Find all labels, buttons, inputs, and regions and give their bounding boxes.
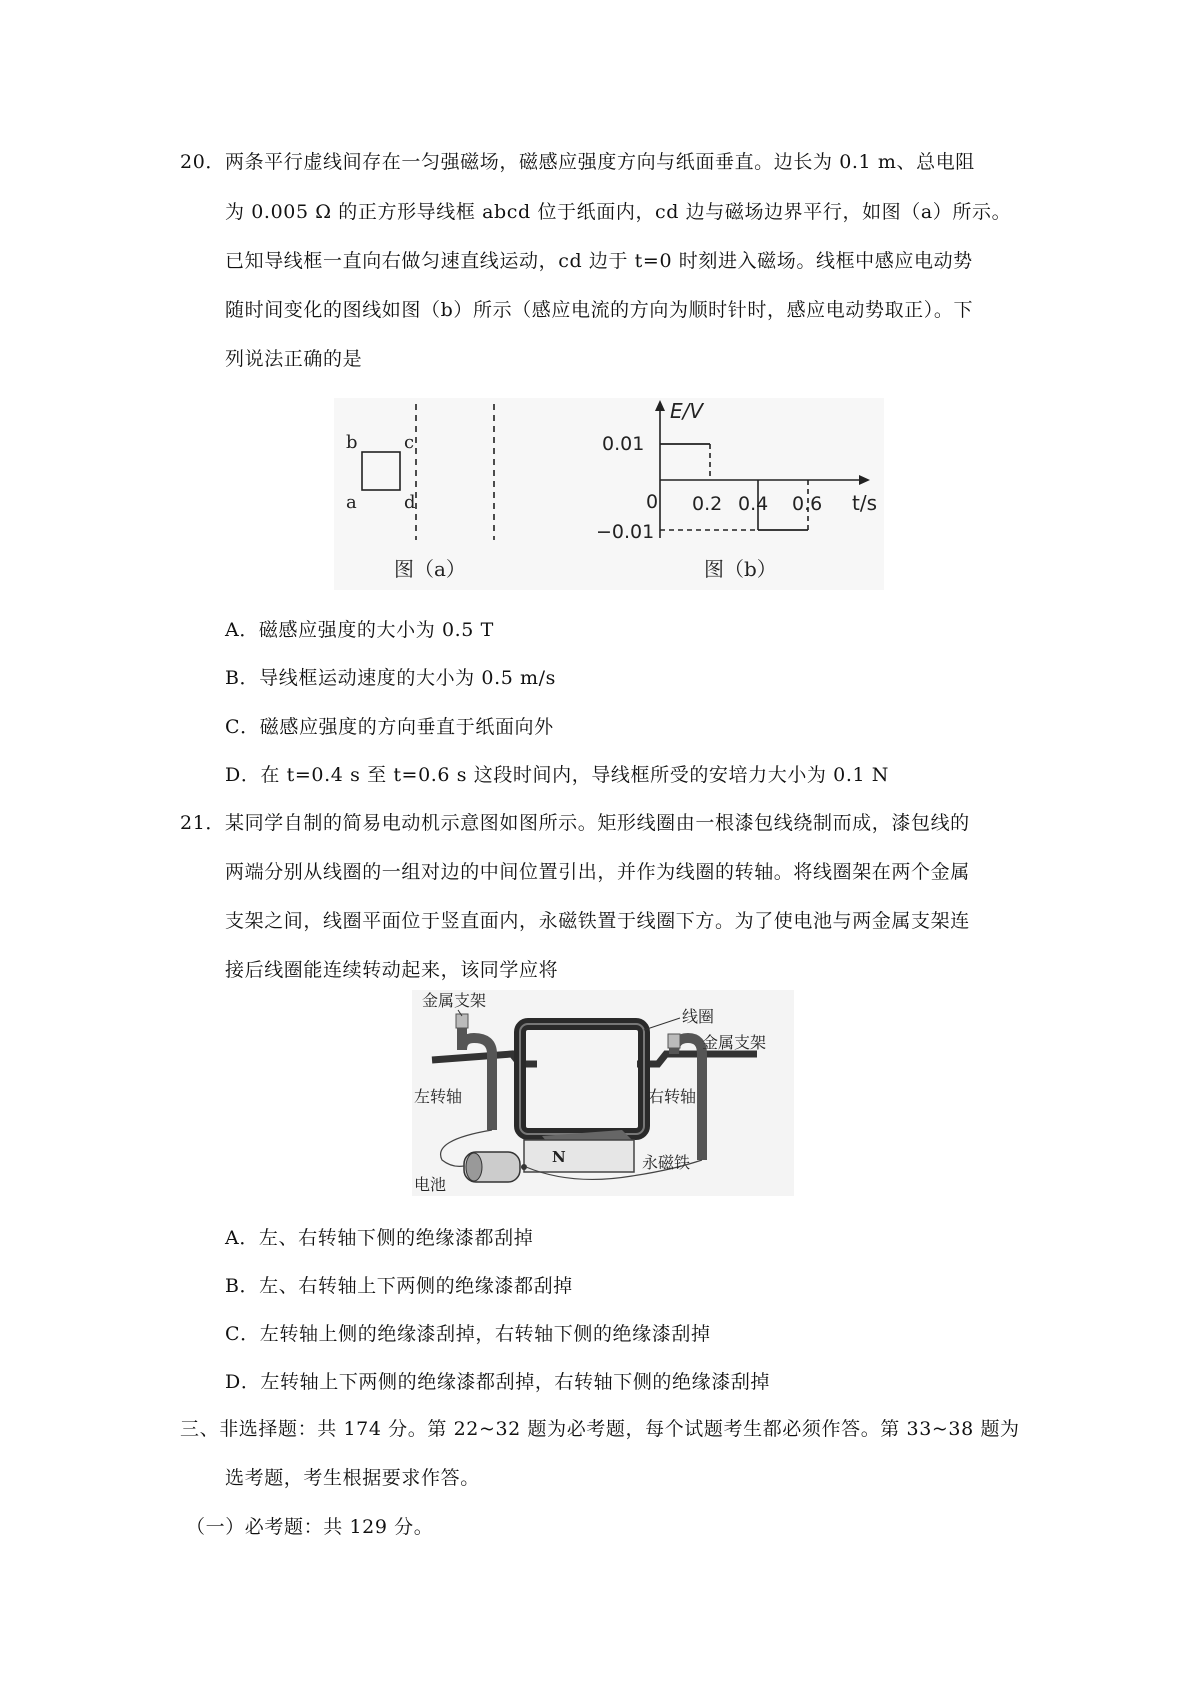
q20-line-2: 为 0.005 Ω 的正方形导线框 abcd 位于纸面内，cd 边与磁场边界平行，如图（a）所示。 [225,201,1012,223]
q21-line-2: 两端分别从线圈的一组对边的中间位置引出，并作为线圈的转轴。将线圈架在两个金属 [225,861,970,883]
coil [520,1024,644,1134]
label-coil: 线圈 [682,1007,715,1026]
corner-b: b [346,432,358,453]
x-tick-0-2: 0.2 [692,493,723,515]
corner-d: d [404,492,416,513]
q20-line-3: 已知导线框一直向右做匀速直线运动，cd 边于 t=0 时刻进入磁场。线框中感应电动势 [225,250,973,272]
label-bracket-right: 金属支架 [702,1033,767,1052]
q20-option-b: B．导线框运动速度的大小为 0.5 m/s [225,667,557,689]
q20-figure [334,398,884,590]
y-axis-label: E/V [670,399,704,423]
section-3-line-1: 三、非选择题：共 174 分。第 22~32 题为必考题，每个试题考生都必须作答。第 33~38 题为 [180,1418,1020,1440]
leader-coil [644,1018,680,1030]
section-3-line-2: 选考题，考生根据要求作答。 [225,1467,480,1489]
q21-figure [412,990,794,1196]
left-bracket-cap [456,1014,468,1028]
label-battery: 电池 [414,1175,447,1194]
emf-graph [596,399,877,543]
caption-b: 图（b） [704,557,777,581]
left-bracket [462,1020,492,1130]
corner-a: a [346,492,357,513]
x-tick-0-4: 0.4 [738,493,769,515]
label-magnet: 永磁铁 [642,1153,691,1172]
wire-frame-square [362,452,400,490]
q20-option-d: D．在 t=0.4 s 至 t=0.6 s 这段时间内，导线框所受的安培力大小为 0.1 N [225,764,890,786]
right-bracket-cap [668,1034,680,1048]
q21-line-1: 21．某同学自制的简易电动机示意图如图所示。矩形线圈由一根漆包线绕制而成，漆包线的 [180,812,970,834]
q20-option-c: C．磁感应强度的方向垂直于纸面向外 [225,716,554,738]
q20-option-a: A．磁感应强度的大小为 0.5 T [225,619,494,641]
x-tick-0-6: 0.6 [792,493,823,515]
label-left-axle: 左转轴 [414,1087,463,1106]
permanent-magnet [524,1140,634,1172]
q21-option-d: D．左转轴上下两侧的绝缘漆都刮掉，右转轴下侧的绝缘漆刮掉 [225,1371,771,1393]
corner-c: c [404,432,415,453]
battery-end [466,1153,482,1181]
q21-option-c: C．左转轴上侧的绝缘漆刮掉，右转轴下侧的绝缘漆刮掉 [225,1323,711,1345]
q20-line-1: 20．两条平行虚线间存在一匀强磁场，磁感应强度方向与纸面垂直。边长为 0.1 m、总电阻 [180,151,975,173]
q21-line-4: 接后线圈能连续转动起来，该同学应将 [225,959,559,981]
origin-label: 0 [646,491,659,513]
x-axis-arrow [859,475,870,485]
q20-line-4: 随时间变化的图线如图（b）所示（感应电流的方向为顺时针时，感应电动势取正）。下 [225,299,974,321]
magnet-pole-n: N [552,1148,566,1166]
q20-number: 20． [180,151,225,173]
q21-line-3: 支架之间，线圈平面位于竖直面内，永磁铁置于线圈下方。为了使电池与两金属支架连 [225,910,970,932]
label-bracket-left: 金属支架 [422,991,487,1010]
required-questions-heading: （一）必考题：共 129 分。 [186,1516,434,1538]
q20-line-5: 列说法正确的是 [225,348,363,370]
label-right-axle: 右转轴 [648,1087,697,1106]
coil-highlight [520,1024,644,1134]
y-tick-positive: 0.01 [602,433,645,455]
y-tick-negative: −0.01 [596,521,655,543]
q21-number: 21． [180,812,225,834]
y-axis-arrow [655,400,665,411]
q21-option-b: B．左、右转轴上下两侧的绝缘漆都刮掉 [225,1275,573,1297]
x-axis-label: t/s [852,491,877,515]
caption-a: 图（a） [394,557,466,581]
q21-option-a: A．左、右转轴下侧的绝缘漆都刮掉 [225,1227,534,1249]
